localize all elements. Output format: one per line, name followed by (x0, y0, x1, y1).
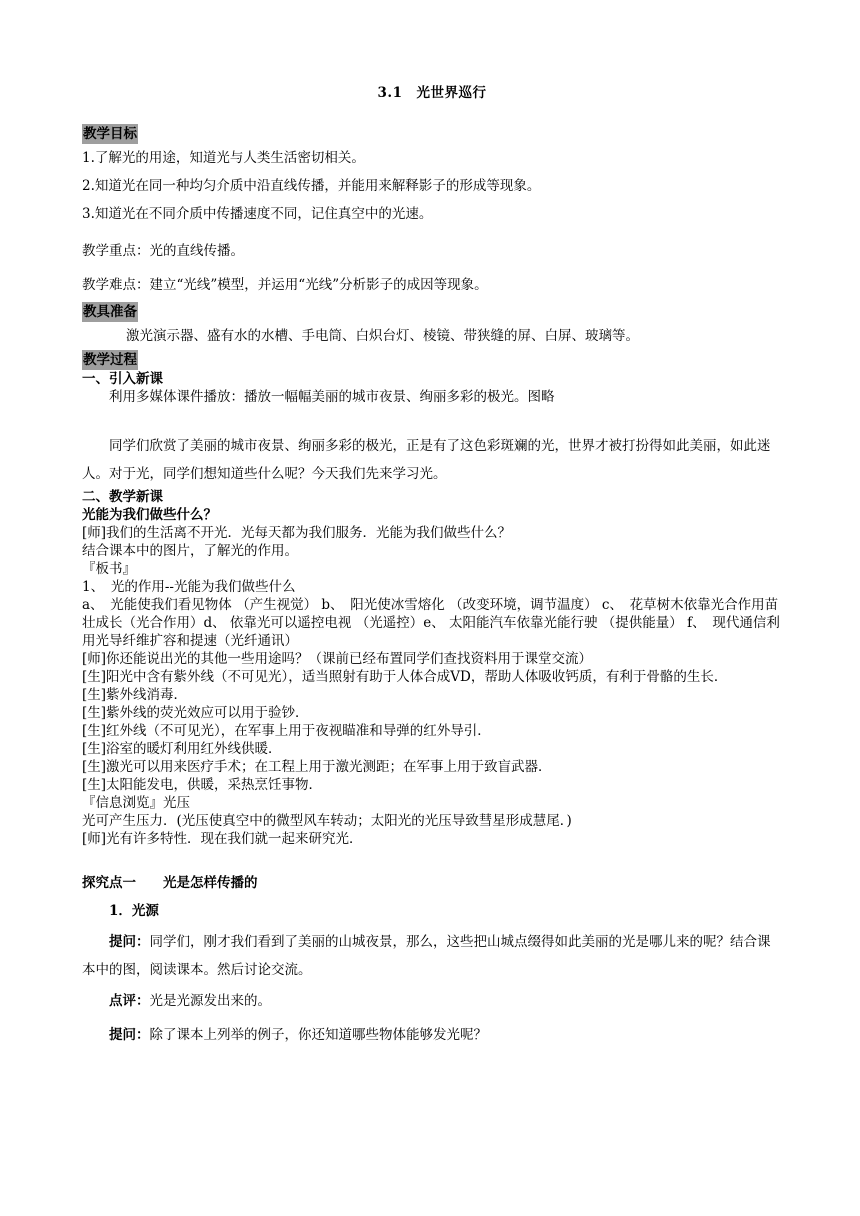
question-text: 除了课本上列举的例子，你还知道哪些物体能够发光呢？ (149, 1027, 487, 1043)
question-label: 提问： (109, 1027, 150, 1043)
goals-section (82, 124, 782, 228)
tools-heading: 教具准备 (83, 304, 137, 320)
goal-item: 3.知道光在不同介质中传播速度不同，记住真空中的光速。 (82, 206, 433, 222)
goal-item: 1.了解光的用途，知道光与人类生活密切相关。 (82, 150, 365, 166)
comment-text: 光是光源发出来的。 (149, 993, 271, 1009)
lesson-line: [师]你还能说出光的其他一些用途吗？（课前已经布置同学们查找资料用于课堂交流） (82, 651, 593, 667)
lesson-line: a、 光能使我们看见物体 （产生视觉） b、 阳光使冰雪熔化 （改变环境，调节温度） c、 花草树木依靠光合作用苗壮成长（光合作用）d、 依靠光可以遥控电视 （光遥控）e、 太阳能汽车依靠光能行驶 （提供能量） f、 现代通信利用光导纤维扩容和提速（光纤通讯） (82, 597, 780, 649)
comment-label: 点评： (109, 993, 150, 1009)
lesson-line: [生]紫外线消毒． (82, 687, 188, 703)
lesson-line: 结合课本中的图片，了解光的作用。 (82, 543, 298, 559)
question-2 (82, 1018, 782, 1052)
lesson-line: 『板书』 (82, 561, 136, 577)
explore-heading: 探究点一 光是怎样传播的 (82, 875, 258, 891)
lesson-line: [生]浴室的暖灯利用红外线供暖． (82, 741, 282, 757)
lesson-line: [师]光有许多特性．现在我们就一起来研究光． (82, 831, 363, 847)
tools-section (82, 302, 782, 350)
new-lesson-section (82, 488, 782, 848)
lesson-line: [生]红外线（不可见光），在军事上用于夜视瞄准和导弹的红外导引． (82, 723, 491, 739)
comment-1 (82, 984, 782, 1018)
key-point: 教学重点：光的直线传播。 (82, 243, 244, 259)
process-heading: 教学过程 (83, 352, 137, 368)
lesson-line: [生]激光可以用来医疗手术；在工程上用于激光测距；在军事上用于致盲武器． (82, 759, 552, 775)
page-title: 3.1 光世界巡行 (377, 85, 487, 101)
explore-section (82, 874, 782, 1052)
intro-heading: 一、引入新课 (82, 371, 163, 387)
tools-list: 激光演示器、盛有水的水槽、手电筒、白炽台灯、棱镜、带狭缝的屏、白屏、玻璃等。 (126, 328, 639, 344)
lesson-line: 光可产生压力．(光压使真空中的微型风车转动；太阳光的光压导致彗星形成慧尾．) (82, 813, 572, 829)
intro-paragraph: 同学们欣赏了美丽的城市夜景、绚丽多彩的极光，正是有了这色彩斑斓的光，世界才被打扮得如此美丽，如此迷人。对于光，同学们想知道些什么呢？今天我们先来学习光。 (82, 438, 771, 482)
question-label: 提问： (109, 934, 150, 950)
question-1 (82, 928, 782, 984)
question-text: 同学们，刚才我们看到了美丽的山城夜景，那么，这些把山城点缀得如此美丽的光是哪儿来的呢？结合课本中的图，阅读课本。然后讨论交流。 (82, 934, 771, 978)
lesson-line: 『信息浏览』光压 (82, 795, 190, 811)
lesson-line: [生]紫外线的荧光效应可以用于验钞． (82, 705, 309, 721)
new-lesson-subheading: 光能为我们做些什么？ (82, 507, 217, 523)
intro-line: 利用多媒体课件播放：播放一幅幅美丽的城市夜景、绚丽多彩的极光。图略 (109, 389, 555, 405)
goal-item: 2.知道光在同一种均匀介质中沿直线传播，并能用来解释影子的形成等现象。 (82, 178, 541, 194)
lesson-line: [师]我们的生活离不开光．光每天都为我们服务．光能为我们做些什么？ (82, 525, 512, 541)
lesson-line: 1、 光的作用--光能为我们做些什么 (82, 579, 296, 595)
new-lesson-heading: 二、教学新课 (82, 489, 163, 505)
difficulty: 教学难点：建立“光线”模型，并运用“光线”分析影子的成因等现象。 (82, 277, 488, 293)
goals-heading: 教学目标 (83, 126, 137, 142)
document-page (82, 84, 782, 1052)
lesson-line: [生]阳光中含有紫外线（不可见光），适当照射有助于人体合成VD，帮助人体吸收钙质，有利于骨骼的生长． (82, 669, 728, 685)
lesson-line: [生]太阳能发电，供暖，采热烹饪事物． (82, 777, 323, 793)
light-source-heading: 1．光源 (109, 903, 159, 919)
intro-section (82, 370, 782, 488)
